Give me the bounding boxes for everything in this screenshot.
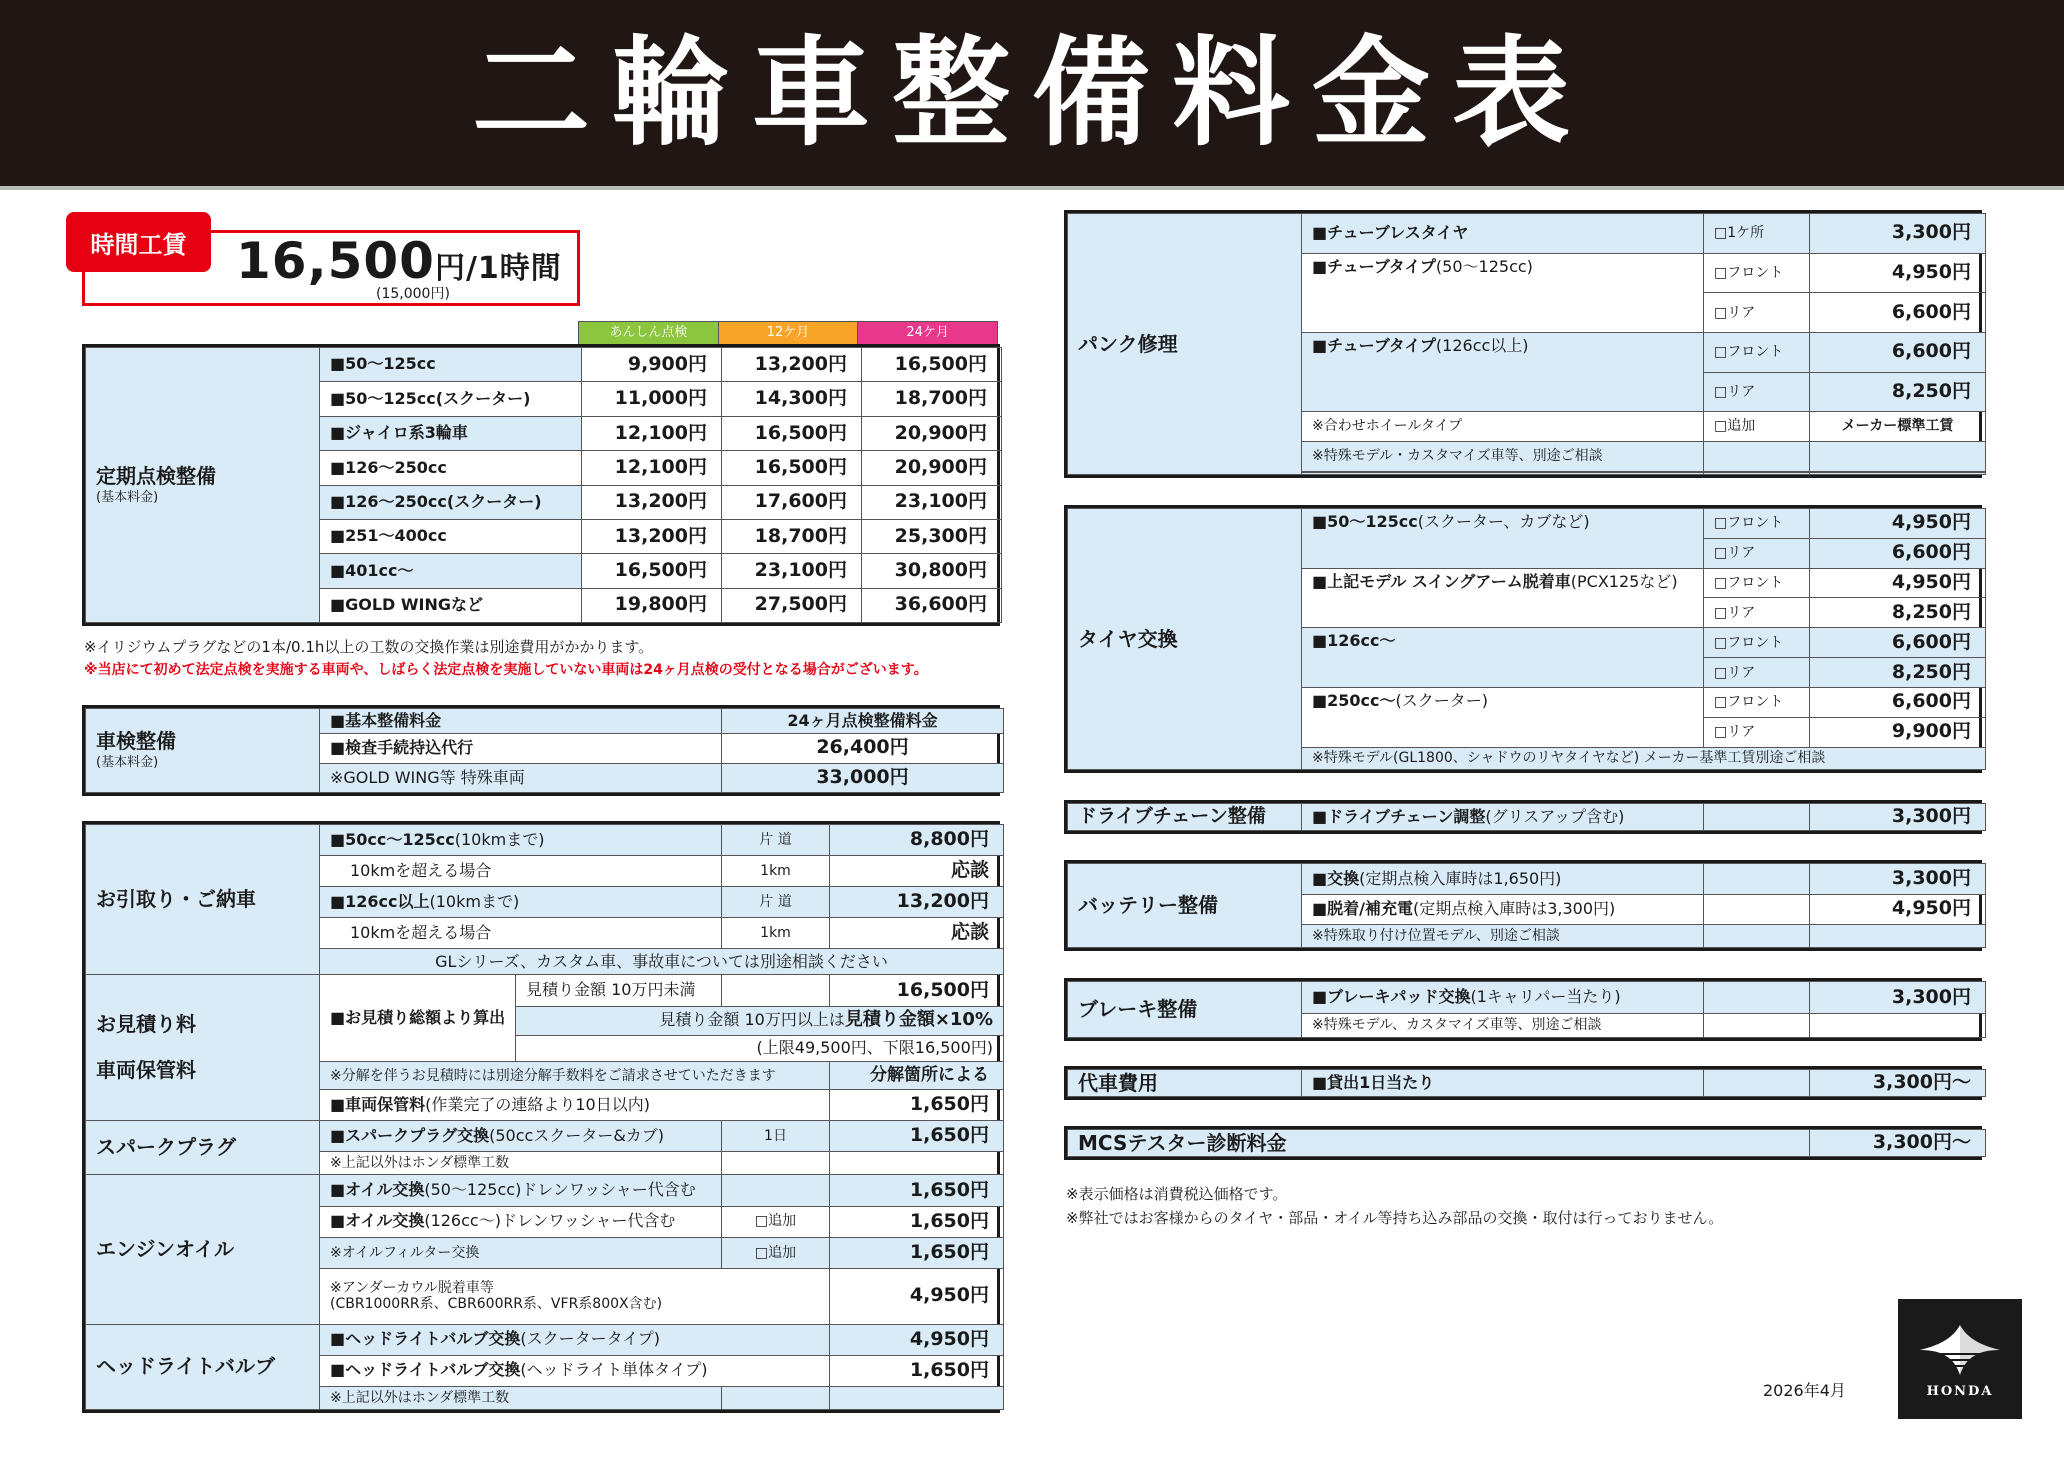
pickup-unit: 片 道: [722, 887, 830, 918]
periodic-price: 20,900円: [862, 451, 1002, 485]
tire-rear-opt: □リア: [1704, 598, 1810, 628]
brake-r2-label: ※特殊モデル、カスタマイズ車等、別途ご相談: [1302, 1014, 1704, 1038]
periodic-note: ※イリジウムプラグなどの1本/0.1h以上の工数の交換作業は別途費用がかかります。: [84, 638, 654, 656]
battery-r2-suffix: (定期点検入庫時は3,300円): [1412, 899, 1616, 919]
shaken-row-label: ■基本整備料金: [320, 709, 722, 734]
pickup-row-label: 10kmを超える場合: [320, 918, 722, 949]
spark-r1-suffix: (50ccスクーター&カブ): [489, 1126, 665, 1146]
oil-r3-label: ※オイルフィルター交換: [320, 1237, 722, 1268]
brake-r1-price: 3,300円: [1810, 982, 1986, 1014]
pickup-category: お引取り・ご納車: [86, 825, 320, 975]
periodic-price: 30,800円: [862, 554, 1002, 588]
tire-g4-front: 6,600円: [1810, 687, 1986, 717]
labor-rate-tax-excluded: (15,000円): [376, 286, 450, 302]
shaken-row-label: ■検査手続持込代行: [320, 734, 722, 763]
puncture-r1-label: ■チューブレスタイヤ: [1302, 214, 1704, 254]
shaken-category: [86, 709, 320, 793]
puncture-r3-opt: □リア: [1704, 293, 1810, 333]
page-title: 二輪車整備料金表: [471, 24, 1592, 162]
oil-r3-price: 1,650円: [830, 1237, 1004, 1268]
puncture-r2-price: 4,950円: [1810, 253, 1986, 293]
oil-r4-label: ※アンダーカウル脱着車等: [330, 1279, 494, 1296]
shaken-category-sub: (基本料金): [96, 755, 159, 771]
puncture-r4-opt: □フロント: [1704, 332, 1810, 372]
puncture-r1-price: 3,300円: [1810, 214, 1986, 254]
puncture-r2-suffix: (50〜125cc): [1435, 256, 1533, 276]
mcs-category: MCSテスター診断料金: [1068, 1130, 1810, 1157]
estimate-r4-label: ※分解を伴うお見積時には別途分解手数料をご請求させていただきます: [320, 1062, 830, 1090]
headlight-r1-label: ■ヘッドライトバルブ交換: [330, 1329, 521, 1349]
chain-price: 3,300円: [1810, 804, 1986, 831]
footnote: ※表示価格は消費税込価格です。: [1066, 1185, 1288, 1203]
estimate-r2-label: 見積り金額 10万円以上は: [659, 1010, 845, 1030]
periodic-price: 12,100円: [582, 451, 722, 485]
brake-r1-suffix: (1キャリパー当たり): [1470, 987, 1621, 1007]
tire-front-opt: □フロント: [1704, 568, 1810, 598]
periodic-price: 27,500円: [722, 588, 862, 622]
periodic-price: 16,500円: [722, 451, 862, 485]
pickup-price: 8,800円: [830, 825, 1004, 856]
labor-rate-unit: 円/1時間: [434, 251, 562, 286]
puncture-r1-opt: □1ケ所: [1704, 214, 1810, 254]
periodic-row-label: ■50〜125cc: [320, 348, 582, 382]
tire-g2-suffix: (PCX125など): [1570, 571, 1678, 591]
tire-g2-label: ■上記モデル スイングアーム脱着車: [1312, 571, 1571, 591]
headlight-r2-price: 1,650円: [830, 1355, 1004, 1386]
puncture-r2-label: ■チューブタイプ: [1312, 256, 1436, 276]
puncture-r5-price: 8,250円: [1810, 372, 1986, 412]
tire-g1-rear: 6,600円: [1810, 538, 1986, 568]
spark-r1-label: ■スパークプラグ交換: [330, 1126, 490, 1146]
periodic-price: 18,700円: [722, 519, 862, 553]
periodic-headers: [578, 321, 998, 345]
header-12m: 12ケ月: [718, 322, 858, 345]
footnote: ※弊社ではお客様からのタイヤ・部品・オイル等持ち込み部品の交換・取付は行っておりません。: [1066, 1209, 1724, 1227]
labor-rate: [236, 232, 562, 290]
estimate-r1-label: 見積り金額 10万円未満: [516, 975, 722, 1006]
battery-r1-label: ■交換: [1312, 868, 1360, 888]
periodic-row-label: ■GOLD WINGなど: [320, 588, 582, 622]
oil-r4-price: 4,950円: [830, 1268, 1004, 1324]
chain-label: ■ドライブチェーン調整: [1312, 806, 1486, 826]
loaner-price: 3,300円〜: [1810, 1070, 1986, 1097]
battery-r2-label: ■脱着/補充電: [1312, 899, 1413, 919]
tire-rear-opt: □リア: [1704, 717, 1810, 747]
tire-g1-front: 4,950円: [1810, 509, 1986, 539]
loaner-table: [1064, 1066, 1982, 1100]
services-table: [82, 821, 1000, 1413]
periodic-category-label: 定期点検整備: [96, 463, 216, 488]
pickup-unit: 片 道: [722, 825, 830, 856]
loaner-label: ■貸出1日当たり: [1302, 1070, 1704, 1097]
periodic-row-label: ■50〜125cc(スクーター): [320, 382, 582, 416]
oil-r2-suffix: (126cc〜)ドレンワッシャー代含む: [424, 1211, 676, 1231]
headlight-r1-suffix: (スクータータイプ): [520, 1329, 661, 1349]
shaken-table: [82, 705, 1000, 796]
tire-category: タイヤ交換: [1068, 509, 1302, 770]
estimate-category-1: お見積り料: [96, 1012, 196, 1037]
tire-g3-label: ■126cc〜: [1312, 631, 1396, 651]
periodic-row-label: ■126〜250cc(スクーター): [320, 485, 582, 519]
battery-r1-price: 3,300円: [1810, 864, 1986, 895]
pickup-price: 応談: [830, 918, 1004, 949]
spark-category: スパークプラグ: [86, 1121, 320, 1175]
battery-table: [1064, 860, 1982, 951]
pickup-row-label: ■50cc〜125cc: [330, 829, 455, 849]
estimate-category-2: 車両保管料: [96, 1058, 196, 1083]
shaken-category-label: 車検整備: [96, 729, 176, 754]
estimate-category: [86, 975, 320, 1121]
periodic-category: [86, 348, 320, 623]
periodic-price: 23,100円: [722, 554, 862, 588]
puncture-r2-opt: □フロント: [1704, 253, 1810, 293]
tire-g4-rear: 9,900円: [1810, 717, 1986, 747]
spark-r1-unit: 1日: [722, 1121, 830, 1152]
periodic-category-sub: (基本料金): [96, 489, 159, 505]
battery-r1-suffix: (定期点検入庫時は1,650円): [1359, 868, 1562, 888]
estimate-r5-label: ■車両保管料: [330, 1095, 426, 1115]
periodic-row-label: ■251〜400cc: [320, 519, 582, 553]
labor-rate-value: 16,500: [236, 232, 435, 290]
loaner-category: 代車費用: [1068, 1070, 1302, 1097]
puncture-r6-opt: □追加: [1704, 412, 1810, 442]
spark-r2-label: ※上記以外はホンダ標準工数: [320, 1152, 722, 1175]
puncture-table: [1064, 210, 1982, 478]
pickup-row-label: 10kmを超える場合: [320, 856, 722, 887]
puncture-r5-opt: □リア: [1704, 372, 1810, 412]
oil-category: エンジンオイル: [86, 1175, 320, 1324]
brake-table: [1064, 978, 1982, 1041]
spark-r1-price: 1,650円: [830, 1121, 1004, 1152]
puncture-r3-price: 6,600円: [1810, 293, 1986, 333]
puncture-r6-price: メーカー標準工賃: [1810, 412, 1986, 442]
oil-r3-unit: □追加: [722, 1237, 830, 1268]
tire-g1-label: ■50〜125cc: [1312, 512, 1418, 531]
periodic-row-label: ■401cc〜: [320, 554, 582, 588]
oil-r1-label: ■オイル交換: [330, 1180, 425, 1200]
estimate-label: ■お見積り総額より算出: [320, 975, 516, 1062]
brake-category: ブレーキ整備: [1068, 982, 1302, 1038]
periodic-price: 12,100円: [582, 416, 722, 450]
puncture-r7-label: ※特殊モデル・カスタマイズ車等、別途ご相談: [1302, 441, 1704, 471]
periodic-price: 19,800円: [582, 588, 722, 622]
brake-r1-label: ■ブレーキパッド交換: [1312, 987, 1471, 1007]
tire-note: ※特殊モデル(GL1800、シャドウのリヤタイヤなど) メーカー基準工賃別途ご相談: [1302, 747, 1986, 769]
puncture-r4-suffix: (126cc以上): [1435, 335, 1529, 355]
pickup-row-suffix: (10kmまで): [454, 829, 545, 849]
tire-g2-rear: 8,250円: [1810, 598, 1986, 628]
oil-r2-price: 1,650円: [830, 1206, 1004, 1237]
estimate-r1-price: 16,500円: [830, 975, 1004, 1006]
header-24m: 24ケ月: [858, 322, 998, 345]
periodic-table: [82, 344, 1000, 626]
periodic-price: 20,900円: [862, 416, 1002, 450]
estimate-r5-suffix: (作業完了の連絡より10日以内): [425, 1095, 650, 1115]
shaken-row-value: 33,000円: [722, 763, 1004, 793]
periodic-warning: ※当店にて初めて法定点検を実施する車両や、しばらく法定点検を実施していない車両は24ヶ月点検の受付となる場合がございます。: [84, 662, 928, 678]
labor-tag: 時間工賃: [66, 212, 211, 272]
battery-r3-label: ※特殊取り付け位置モデル、別途ご相談: [1302, 925, 1704, 948]
honda-logo: [1898, 1299, 2022, 1419]
mcs-price: 3,300円〜: [1810, 1130, 1986, 1157]
honda-wing-icon: [1915, 1320, 2005, 1380]
periodic-price: 36,600円: [862, 588, 1002, 622]
estimate-r2-bold: 見積り金額×10%: [844, 1009, 993, 1031]
tire-g4-label: ■250cc〜: [1312, 690, 1396, 710]
tire-front-opt: □フロント: [1704, 509, 1810, 539]
periodic-price: 16,500円: [862, 348, 1002, 382]
header-bar: [0, 0, 2064, 186]
puncture-r4-label: ■チューブタイプ: [1312, 335, 1436, 355]
estimate-r5-price: 1,650円: [830, 1090, 1004, 1121]
periodic-price: 13,200円: [582, 519, 722, 553]
tire-g2-front: 4,950円: [1810, 568, 1986, 598]
headlight-r3-label: ※上記以外はホンダ標準工数: [320, 1386, 722, 1409]
tire-rear-opt: □リア: [1704, 658, 1810, 688]
battery-r2-price: 4,950円: [1810, 894, 1986, 925]
shaken-row-label: ※GOLD WING等 特殊車両: [320, 763, 722, 793]
pickup-row-suffix: (10kmまで): [429, 891, 520, 911]
chain-category: ドライブチェーン整備: [1068, 804, 1302, 831]
chain-suffix: (グリスアップ含む): [1485, 806, 1625, 826]
pickup-price: 13,200円: [830, 887, 1004, 918]
oil-r2-unit: □追加: [722, 1206, 830, 1237]
periodic-price: 17,600円: [722, 485, 862, 519]
estimate-r4-price: 分解箇所による: [830, 1062, 1004, 1090]
tire-g3-front: 6,600円: [1810, 628, 1986, 658]
puncture-r6-label: ※合わせホイールタイプ: [1302, 412, 1704, 442]
tire-g4-suffix: (スクーター): [1395, 690, 1488, 710]
periodic-price: 25,300円: [862, 519, 1002, 553]
periodic-price: 16,500円: [582, 554, 722, 588]
headlight-r2-label: ■ヘッドライトバルブ交換: [330, 1360, 521, 1380]
pickup-note: GLシリーズ、カスタム車、事故車については別途相談ください: [320, 949, 1004, 975]
issue-date: 2026年4月: [1763, 1381, 1846, 1400]
header-anshin: あんしん点検: [579, 322, 719, 345]
puncture-category: パンク修理: [1068, 214, 1302, 475]
periodic-price: 9,900円: [582, 348, 722, 382]
puncture-r4-price: 6,600円: [1810, 332, 1986, 372]
periodic-row-label: ■ジャイロ系3輪車: [320, 416, 582, 450]
pickup-row-label: ■126cc以上: [330, 891, 430, 911]
mcs-table: [1064, 1126, 1982, 1160]
shaken-row-value: 26,400円: [722, 734, 1004, 763]
periodic-price: 11,000円: [582, 382, 722, 416]
pickup-price: 応談: [830, 856, 1004, 887]
tire-g1-suffix: (スクーター、カブなど): [1417, 512, 1590, 531]
headlight-r2-suffix: (ヘッドライト単体タイプ): [520, 1360, 708, 1380]
periodic-price: 14,300円: [722, 382, 862, 416]
tire-front-opt: □フロント: [1704, 628, 1810, 658]
estimate-r3-label: (上限49,500円、下限16,500円): [516, 1035, 1004, 1061]
honda-logo-text: HONDA: [1926, 1383, 1994, 1399]
pickup-unit: 1km: [722, 856, 830, 887]
pickup-unit: 1km: [722, 918, 830, 949]
periodic-row-label: ■126〜250cc: [320, 451, 582, 485]
header-divider: [0, 186, 2064, 190]
periodic-price: 13,200円: [722, 348, 862, 382]
battery-category: バッテリー整備: [1068, 864, 1302, 948]
oil-r1-price: 1,650円: [830, 1175, 1004, 1206]
oil-r1-suffix: (50〜125cc)ドレンワッシャー代含む: [424, 1180, 696, 1200]
headlight-category: ヘッドライトバルブ: [86, 1324, 320, 1409]
tire-table: [1064, 505, 1982, 773]
periodic-price: 16,500円: [722, 416, 862, 450]
shaken-row-value: 24ヶ月点検整備料金: [722, 709, 1004, 734]
periodic-price: 18,700円: [862, 382, 1002, 416]
chain-table: [1064, 800, 1982, 834]
headlight-r1-price: 4,950円: [830, 1324, 1004, 1355]
oil-r4-label2: (CBR1000RR系、CBR600RR系、VFR系800X含む): [330, 1296, 663, 1313]
periodic-price: 23,100円: [862, 485, 1002, 519]
periodic-price: 13,200円: [582, 485, 722, 519]
tire-rear-opt: □リア: [1704, 538, 1810, 568]
oil-r2-label: ■オイル交換: [330, 1211, 425, 1231]
tire-front-opt: □フロント: [1704, 687, 1810, 717]
tire-g3-rear: 8,250円: [1810, 658, 1986, 688]
